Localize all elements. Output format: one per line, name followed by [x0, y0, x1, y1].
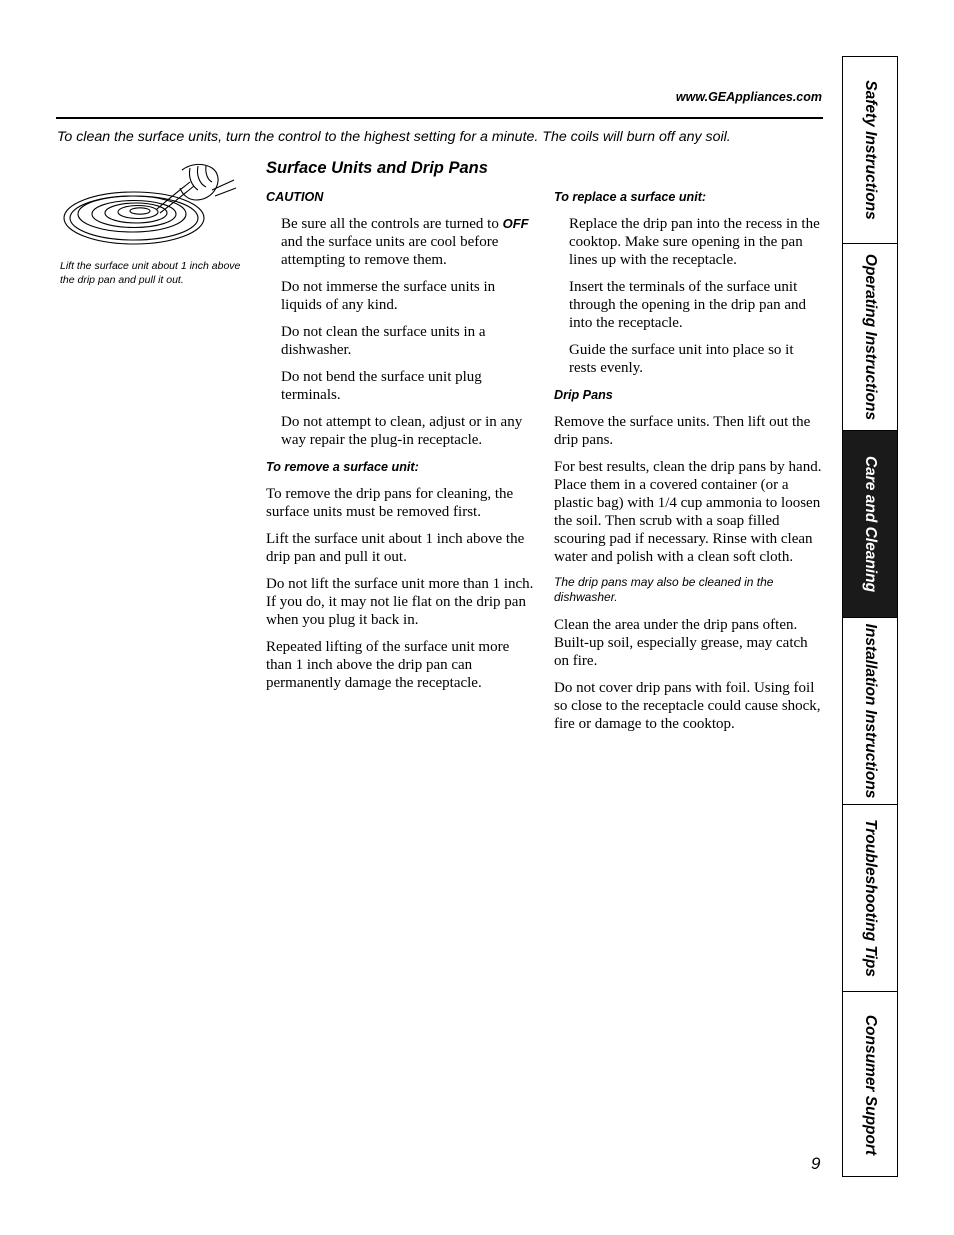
- remove-paragraph: Do not lift the surface unit more than 1 inch. If you do, it may not lie flat on the drip pan when you plug it back in.: [266, 576, 534, 628]
- tab-consumer-support[interactable]: [843, 992, 897, 1178]
- tab-safety-instructions[interactable]: [843, 57, 897, 244]
- caution-item: Do not attempt to clean, adjust or in any way repair the plug-in receptacle.: [281, 414, 523, 448]
- caution-item: Do not clean the surface units in a dishwasher.: [281, 324, 486, 358]
- remove-paragraph: Lift the surface unit about 1 inch above the drip pan and pull it out.: [266, 531, 525, 565]
- caution-item: Be sure all the controls are turned to OFF and the surface units are cool before attempting to remove them.: [281, 216, 529, 268]
- section-title: Surface Units and Drip Pans: [266, 159, 488, 177]
- intro-text: To clean the surface units, turn the control to the highest setting for a minute. The coils will burn off any soil.: [57, 129, 731, 145]
- tab-label: Safety Instructions: [862, 80, 879, 220]
- off-label: OFF: [502, 216, 529, 231]
- replace-paragraph: Insert the terminals of the surface unit through the opening in the drip pan and into the receptacle.: [569, 279, 807, 331]
- replace-paragraph: Guide the surface unit into place so it rests evenly.: [569, 342, 794, 376]
- tab-troubleshooting-tips[interactable]: [843, 805, 897, 992]
- tab-label: Troubleshooting Tips: [862, 819, 879, 977]
- tab-installation-instructions[interactable]: [843, 618, 897, 805]
- page-number: 9: [811, 1154, 821, 1173]
- right-column: [554, 188, 822, 742]
- surface-unit-illustration: [62, 160, 237, 250]
- tab-label: Operating Instructions: [862, 253, 879, 421]
- remove-paragraph: Repeated lifting of the surface unit more than 1 inch above the drip pan can permanently damage the receptacle.: [266, 639, 510, 691]
- tab-care-and-cleaning[interactable]: [843, 431, 897, 618]
- tab-label: Care and Cleaning: [862, 455, 879, 593]
- header-rule: [56, 117, 823, 119]
- drip-paragraph: Remove the surface units. Then lift out the drip pans.: [554, 414, 811, 448]
- caution-heading: CAUTION: [266, 190, 324, 204]
- caution-item: Do not bend the surface unit plug terminals.: [281, 369, 482, 403]
- remove-paragraph: To remove the drip pans for cleaning, the surface units must be removed first.: [266, 486, 514, 520]
- figure-caption: Lift the surface unit about 1 inch above the drip pan and pull it out.: [60, 260, 241, 286]
- caution-item: Do not immerse the surface units in liquids of any kind.: [281, 279, 496, 313]
- remove-heading: To remove a surface unit:: [266, 460, 419, 474]
- website-url: www.GEAppliances.com: [675, 90, 822, 104]
- section-tabs: [842, 56, 898, 1177]
- replace-heading: To replace a surface unit:: [554, 190, 707, 204]
- tab-label: Installation Instructions: [862, 623, 879, 799]
- drip-paragraph: Do not cover drip pans with foil. Using foil so close to the receptacle could cause shock, fire or damage to the cooktop.: [554, 680, 821, 732]
- drip-paragraph: Clean the area under the drip pans often. Built-up soil, especially grease, may catch on fire.: [554, 617, 808, 669]
- tab-operating-instructions[interactable]: [843, 244, 897, 431]
- drip-paragraph: For best results, clean the drip pans by hand. Place them in a covered container (or a plastic bag) with 1/4 cup ammonia to loosen the soil. Then scrub with a soap filled scouring pad if necessary. Rinse with clean water and polish with a clean soft cloth.: [554, 459, 822, 565]
- replace-paragraph: Replace the drip pan into the recess in the cooktop. Make sure opening in the pan lines up with the receptacle.: [569, 216, 820, 268]
- dishwasher-note: The drip pans may also be cleaned in the dishwasher.: [554, 575, 774, 604]
- left-column: [266, 188, 538, 701]
- drip-pans-heading: Drip Pans: [554, 388, 613, 402]
- tab-label: Consumer Support: [862, 1014, 879, 1156]
